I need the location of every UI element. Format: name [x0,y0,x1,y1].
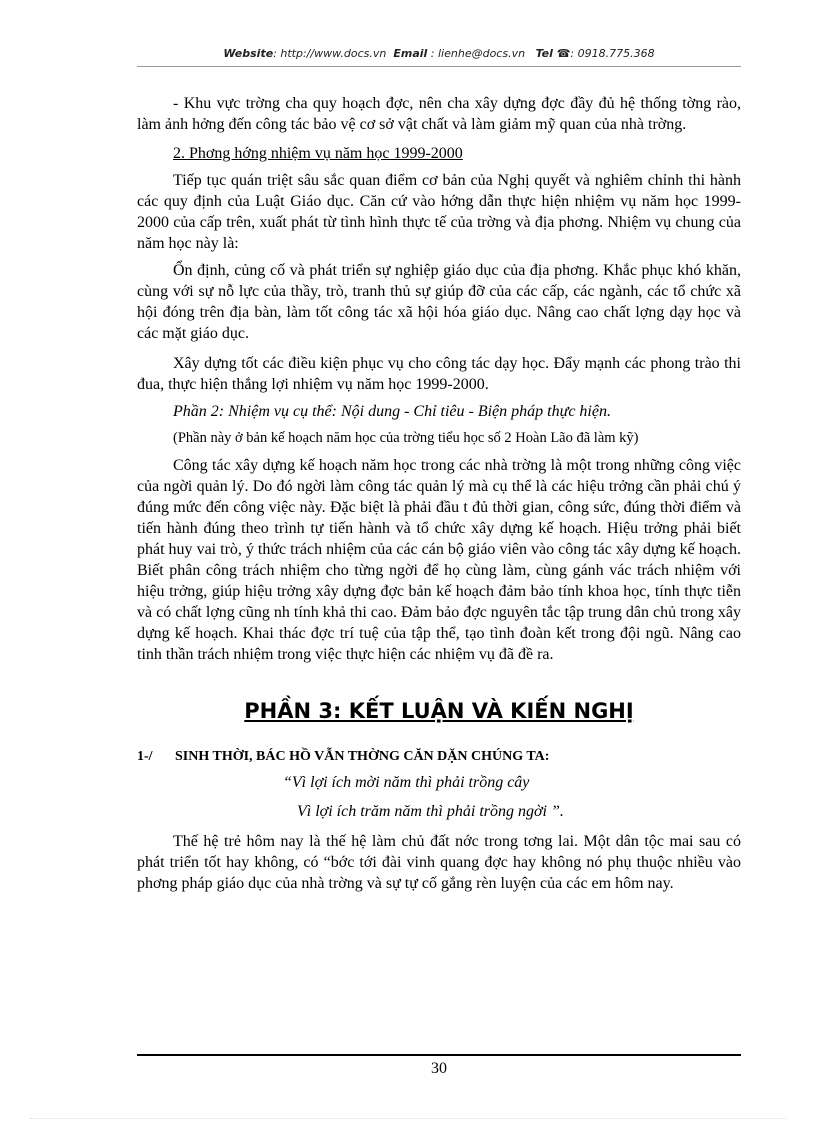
email-label: Email [393,47,428,60]
paragraph-facilities: - Khu vực trờng cha quy hoạch đợc, nên cha xây dựng đợc đầy đủ hệ thống tờng rào, làm ảnh hởng đến công tác bảo vệ cơ sở vật chất và làm giảm mỹ quan của nhà trờng. [137,95,741,133]
document-body [137,93,741,894]
part-2-note: (Phần này ở bản kế hoạch năm học của trờng tiểu học số 2 Hoàn Lão đã làm kỹ) [173,430,639,446]
paragraph-conditions: Xây dựng tốt các điều kiện phục vụ cho công tác dạy học. Đẩy mạnh các phong trào thi đua, thực hiện thắng lợi nhiệm vụ năm học 1999-2000. [137,355,741,393]
part-2-heading: Phần 2: Nhiệm vụ cụ thể: Nội dung - Chỉ tiêu - Biện pháp thực hiện. [173,403,611,420]
quote-line-2: Vì lợi ích trăm năm thì phải trồng ngời ”. [297,803,564,820]
page-number: 30 [431,1060,447,1077]
page-header [137,47,741,60]
quote-line-1: “Vì lợi ích mời năm thì phải trồng cây [283,774,530,791]
paragraph-young-generation: Thế hệ trẻ hôm nay là thế hệ làm chủ đất nớc trong tơng lai. Một dân tộc mai sau có phát triển tốt hay không, có “bớc tới đài vinh quang đợc hay không nó phụ thuộc nhiều vào phơng pháp giáo dục của nhà trờng và sự tự cố gắng rèn luyện của các em hôm nay. [137,833,741,892]
part-3-title: PHẦN 3: KẾT LUẬN VÀ KIẾN NGHỊ [244,699,634,723]
section-heading-2: 2. Phơng hớng nhiệm vụ năm học 1999-2000 [173,145,463,162]
header-divider [137,66,741,67]
item-number: 1-/ [137,749,153,764]
conclusion-item-1 [137,746,741,767]
footer-divider [137,1054,741,1056]
website-label: Website [223,47,274,60]
paragraph-stabilize: Ổn định, củng cố và phát triển sự nghiệp giáo dục của địa phơng. Khắc phục khó khăn, cùng với sự nỗ lực của thầy, trò, tranh thủ sự giúp đỡ của các cấp, các ngành, các tổ chức xã hội đóng trên địa bàn, làm tốt công tác xã hội hóa giáo dục. Nâng cao chất lợng dạy học và các mặt giáo dục. [137,262,741,342]
tel-label: Tel ☎ [535,47,571,60]
item-heading: SINH THỜI, BÁC HỒ VẪN THỜNG CĂN DẶN CHÚNG TA: [175,749,550,764]
website-value: : http://www.docs.vn [273,47,387,60]
paragraph-planning: Công tác xây dựng kế hoạch năm học trong các nhà trờng là một trong những công việc của ngời quản lý. Do đó ngời làm công tác quản lý mà cụ thể là các hiệu trởng cần phải chú ý đúng mức đến công việc này. Đặc biệt là phải đầu t đủ thời gian, công sức, đúng thời điểm và tiến hành đúng theo trình tự tiến hành và tổ chức xây dựng kế hoạch. Hiệu trởng phải biết phát huy vai trò, ý thức trách nhiệm của các cán bộ giáo viên vào công tác xây dựng kế hoạch. Biết phân công trách nhiệm cho từng ngời để họ cùng làm, cùng gánh vác trách nhiệm với hiệu trởng, giúp hiệu trởng xây dựng đợc bản kế hoạch đảm bảo tính khoa học, tính thực tiễn và có chất lợng cũng nh tính khả thi cao. Đảm bảo đợc nguyên tắc tập trung dân chủ trong xây dựng kế hoạch. Khai thác đợc trí tuệ của tập thể, tạo tình đoàn kết trong đội ngũ. Nâng cao tinh thần trách nhiệm trong việc thực hiện các nhiệm vụ đã đề ra. [137,457,741,663]
email-value: : lienhe@docs.vn [430,47,526,60]
paragraph-orientation: Tiếp tục quán triệt sâu sắc quan điểm cơ bản của Nghị quyết và nghiêm chỉnh thi hành các quy định của Luật Giáo dục. Căn cứ vào hớng dẫn thực hiện nhiệm vụ năm học 1999-2000 của cấp trên, xuất phát từ tình hình thực tế của trờng và địa phơng. Nhiệm vụ chung của năm học này là: [137,172,741,252]
tel-value: : 0918.775.368 [570,47,655,60]
page-bottom-border [30,1118,786,1119]
